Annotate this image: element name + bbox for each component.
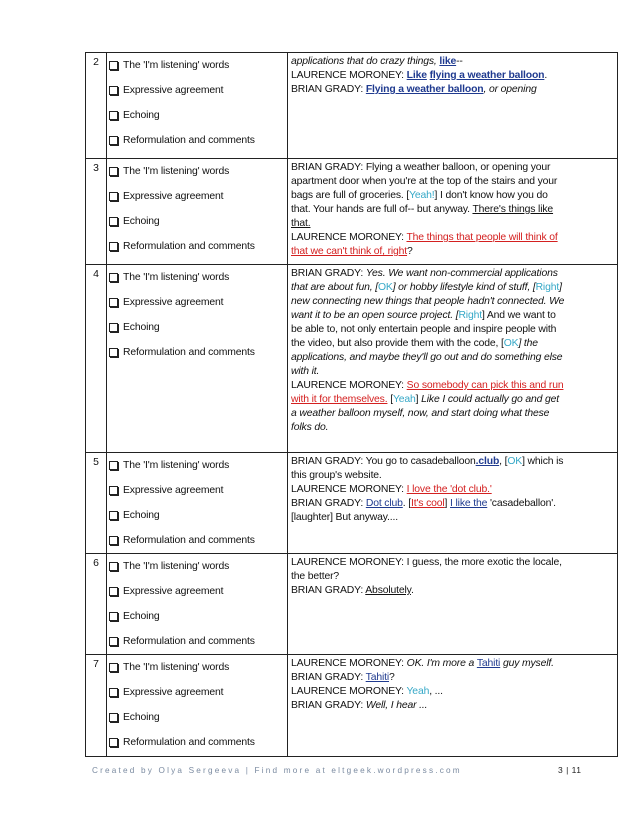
dialogue-line: [291, 231, 614, 245]
dialogue-cell: [288, 53, 618, 159]
dialogue-line: [291, 469, 614, 483]
dialogue-line: [291, 379, 614, 393]
text-segment: like: [439, 56, 457, 67]
row-number: 5: [86, 453, 107, 554]
text-segment: [laughter] But anyway....: [291, 512, 398, 523]
dialogue-cell: [288, 159, 618, 265]
text-segment: Right: [535, 282, 560, 293]
row-number: 2: [86, 53, 107, 159]
option-item: [107, 53, 287, 78]
option-item: [107, 629, 287, 654]
checkbox-icon[interactable]: [109, 663, 118, 672]
text-segment: flying a weather balloon: [429, 70, 545, 81]
dialogue-line: [291, 161, 614, 175]
option-label: Echoing: [123, 215, 160, 227]
option-item: [107, 128, 287, 153]
checkbox-icon[interactable]: [109, 536, 118, 545]
text-segment: be able to, not only entertain people and inspire people with: [291, 324, 557, 335]
option-label: The 'I'm listening' words: [123, 165, 230, 177]
table-row: [86, 655, 618, 757]
table-row: [86, 554, 618, 655]
dialogue-line: [291, 657, 614, 671]
text-segment: Flying a weather balloon: [365, 84, 484, 95]
dialogue-line: [291, 365, 614, 379]
dialogue-line: [291, 455, 614, 469]
text-segment: , or opening: [483, 84, 537, 95]
dialogue-cell: [288, 265, 618, 453]
checkbox-icon[interactable]: [109, 298, 118, 307]
option-label: Expressive agreement: [123, 84, 224, 96]
option-label: Echoing: [123, 321, 160, 333]
text-segment: BRIAN GRADY: You go to casadeballoon: [291, 456, 476, 467]
text-segment: . [: [402, 498, 411, 509]
option-label: Expressive agreement: [123, 296, 224, 308]
option-label: The 'I'm listening' words: [123, 271, 230, 283]
text-segment: .: [410, 585, 414, 596]
text-segment: with it for themselves.: [291, 394, 388, 405]
option-label: The 'I'm listening' words: [123, 661, 230, 673]
checkbox-icon[interactable]: [109, 323, 118, 332]
text-segment: The things that people will think of: [406, 232, 558, 243]
text-segment: Absolutely: [365, 585, 411, 596]
text-segment: with it.: [291, 366, 320, 377]
text-segment: a weather balloon myself, now, and start doing what these: [291, 408, 550, 419]
text-segment: Yeah: [406, 686, 430, 697]
text-segment: OK: [503, 338, 519, 349]
text-segment: Dot club: [365, 498, 403, 509]
dialogue-line: [291, 175, 614, 189]
dialogue-line: [291, 55, 614, 69]
text-segment: LAURENCE MORONEY:: [291, 658, 407, 669]
checkbox-icon[interactable]: [109, 688, 118, 697]
text-segment: ?: [389, 672, 395, 683]
row-number: 6: [86, 554, 107, 655]
text-segment: , ...: [429, 686, 443, 697]
option-label: Reformulation and comments: [123, 134, 255, 146]
table-row: [86, 53, 618, 159]
dialogue-line: [291, 511, 614, 525]
dialogue-line: [291, 685, 614, 699]
checkbox-icon[interactable]: [109, 217, 118, 226]
dialogue-cell: [288, 453, 618, 554]
row-number: 7: [86, 655, 107, 757]
option-item: [107, 453, 287, 478]
options-cell: [107, 159, 288, 265]
text-segment: that.: [291, 218, 311, 229]
text-segment: folks do.: [291, 422, 329, 433]
option-item: [107, 503, 287, 528]
text-segment: There's things like: [472, 204, 554, 215]
text-segment: ] which is: [522, 456, 564, 467]
text-segment: OK: [507, 456, 523, 467]
text-segment: applications, and maybe they'll go out and do something else: [291, 352, 563, 363]
option-item: [107, 554, 287, 579]
option-item: [107, 209, 287, 234]
text-segment: ] I don't know how you do: [434, 190, 548, 201]
option-label: The 'I'm listening' words: [123, 560, 230, 572]
option-label: Expressive agreement: [123, 686, 224, 698]
text-segment: , [: [499, 456, 508, 467]
text-segment: that are about fun, [: [291, 282, 378, 293]
options-cell: [107, 554, 288, 655]
option-item: [107, 159, 287, 184]
dialogue-line: [291, 83, 614, 97]
option-item: [107, 340, 287, 365]
text-segment: BRIAN GRADY:: [291, 498, 366, 509]
text-segment: LAURENCE MORONEY:: [291, 232, 407, 243]
dialogue-line: [291, 556, 614, 570]
worksheet-table: [85, 52, 618, 757]
option-label: Expressive agreement: [123, 484, 224, 496]
option-item: [107, 604, 287, 629]
checkbox-icon[interactable]: [109, 511, 118, 520]
text-segment: Yeah: [392, 394, 416, 405]
dialogue-line: [291, 421, 614, 435]
checkbox-icon[interactable]: [109, 61, 118, 70]
dialogue-line: [291, 69, 614, 83]
text-segment: the video, but also provide them with the code, [: [291, 338, 504, 349]
text-segment: .club: [475, 456, 500, 467]
dialogue-line: [291, 245, 614, 259]
text-segment: Right: [458, 310, 482, 321]
options-cell: [107, 265, 288, 453]
row-number: 3: [86, 159, 107, 265]
text-segment: ]: [444, 498, 451, 509]
option-label: Echoing: [123, 711, 160, 723]
text-segment: 'casadeballon'.: [487, 498, 556, 509]
text-segment: It's cool: [410, 498, 445, 509]
dialogue-line: [291, 189, 614, 203]
text-segment: .: [544, 70, 548, 81]
options-cell: [107, 655, 288, 757]
option-item: [107, 705, 287, 730]
text-segment: ] or hobby lifestyle kind of stuff, [: [392, 282, 536, 293]
text-segment: ]: [559, 282, 562, 293]
dialogue-line: [291, 337, 614, 351]
option-item: [107, 315, 287, 340]
option-label: Reformulation and comments: [123, 346, 255, 358]
option-label: Echoing: [123, 509, 160, 521]
option-item: [107, 265, 287, 290]
text-segment: LAURENCE MORONEY: I guess, the more exotic the locale,: [291, 557, 562, 568]
table-row: [86, 159, 618, 265]
text-segment: LAURENCE MORONEY:: [291, 70, 407, 81]
dialogue-line: [291, 497, 614, 511]
option-item: [107, 579, 287, 604]
table-row: [86, 265, 618, 453]
text-segment: BRIAN GRADY:: [291, 585, 366, 596]
text-segment: I like the: [450, 498, 488, 509]
checkbox-icon[interactable]: [109, 486, 118, 495]
dialogue-line: [291, 217, 614, 231]
text-segment: Yeah!: [409, 190, 435, 201]
option-label: Expressive agreement: [123, 190, 224, 202]
text-segment: LAURENCE MORONEY:: [291, 380, 407, 391]
text-segment: I love the 'dot club.': [406, 484, 492, 495]
checkbox-icon[interactable]: [109, 348, 118, 357]
checkbox-icon[interactable]: [109, 637, 118, 646]
text-segment: applications that do crazy things,: [291, 56, 440, 67]
option-item: [107, 103, 287, 128]
checkbox-icon[interactable]: [109, 273, 118, 282]
checkbox-icon[interactable]: [109, 587, 118, 596]
option-item: [107, 234, 287, 259]
text-segment: this group's website.: [291, 470, 382, 481]
checkbox-icon[interactable]: [109, 86, 118, 95]
text-segment: So somebody can pick this and run: [406, 380, 564, 391]
option-label: The 'I'm listening' words: [123, 459, 230, 471]
option-label: Expressive agreement: [123, 585, 224, 597]
checkbox-icon[interactable]: [109, 461, 118, 470]
dialogue-line: [291, 483, 614, 497]
dialogue-line: [291, 281, 614, 295]
text-segment: apartment door when you're at the top of the stairs and your: [291, 176, 558, 187]
dialogue-line: [291, 267, 614, 281]
text-segment: [: [387, 394, 393, 405]
option-label: Echoing: [123, 610, 160, 622]
text-segment: Tahiti: [476, 658, 501, 669]
text-segment: BRIAN GRADY:: [291, 672, 366, 683]
text-segment: Like I could actually go and get: [421, 394, 560, 405]
checkbox-icon[interactable]: [109, 192, 118, 201]
option-item: [107, 478, 287, 503]
checkbox-icon[interactable]: [109, 612, 118, 621]
row-number: 4: [86, 265, 107, 453]
text-segment: ?: [407, 246, 413, 257]
text-segment: bags are full of groceries. [: [291, 190, 410, 201]
text-segment: Like: [406, 70, 427, 81]
option-label: Reformulation and comments: [123, 736, 255, 748]
option-label: Reformulation and comments: [123, 635, 255, 647]
dialogue-line: [291, 309, 614, 323]
text-segment: new connecting new things that people hadn't connected. We: [291, 296, 565, 307]
checkbox-icon[interactable]: [109, 136, 118, 145]
checkbox-icon[interactable]: [109, 111, 118, 120]
text-segment: LAURENCE MORONEY:: [291, 686, 407, 697]
option-label: The 'I'm listening' words: [123, 59, 230, 71]
text-segment: OK. I'm more a: [406, 658, 477, 669]
checkbox-icon[interactable]: [109, 738, 118, 747]
text-segment: Tahiti: [365, 672, 390, 683]
text-segment: the better?: [291, 571, 340, 582]
text-segment: OK: [377, 282, 393, 293]
text-segment: ]: [415, 394, 422, 405]
dialogue-line: [291, 584, 614, 598]
checkbox-icon[interactable]: [109, 562, 118, 571]
table-row: [86, 453, 618, 554]
text-segment: that we can't think of, right: [291, 246, 408, 257]
dialogue-line: [291, 295, 614, 309]
option-label: Echoing: [123, 109, 160, 121]
dialogue-line: [291, 699, 614, 713]
text-segment: ] the: [518, 338, 538, 349]
dialogue-line: [291, 393, 614, 407]
dialogue-line: [291, 203, 614, 217]
text-segment: LAURENCE MORONEY:: [291, 484, 407, 495]
text-segment: Yes. We want non-commercial applications: [365, 268, 558, 279]
text-segment: BRIAN GRADY:: [291, 700, 366, 711]
text-segment: that. Your hands are full of-- but anyway.: [291, 204, 473, 215]
option-item: [107, 184, 287, 209]
dialogue-line: [291, 570, 614, 584]
dialogue-cell: [288, 554, 618, 655]
text-segment: BRIAN GRADY:: [291, 268, 366, 279]
option-item: [107, 290, 287, 315]
dialogue-line: [291, 323, 614, 337]
checkbox-icon[interactable]: [109, 167, 118, 176]
option-label: Reformulation and comments: [123, 240, 255, 252]
option-item: [107, 655, 287, 680]
option-item: [107, 528, 287, 553]
text-segment: ] And we want to: [481, 310, 556, 321]
text-segment: Well, I hear ...: [365, 700, 428, 711]
page-number: 3 | 11: [558, 765, 582, 775]
options-cell: [107, 53, 288, 159]
text-segment: guy myself.: [500, 658, 554, 669]
text-segment: BRIAN GRADY:: [291, 84, 366, 95]
options-cell: [107, 453, 288, 554]
option-item: [107, 680, 287, 705]
dialogue-line: [291, 407, 614, 421]
footer-credit: Created by Olya Sergeeva | Find more at eltgeek.wordpress.com: [92, 766, 462, 775]
checkbox-icon[interactable]: [109, 713, 118, 722]
dialogue-line: [291, 351, 614, 365]
option-item: [107, 78, 287, 103]
checkbox-icon[interactable]: [109, 242, 118, 251]
text-segment: want it to be an open source project. [: [291, 310, 459, 321]
option-item: [107, 730, 287, 755]
text-segment: --: [456, 56, 463, 67]
dialogue-line: [291, 671, 614, 685]
dialogue-cell: [288, 655, 618, 757]
text-segment: BRIAN GRADY: Flying a weather balloon, or opening your: [291, 162, 551, 173]
option-label: Reformulation and comments: [123, 534, 255, 546]
